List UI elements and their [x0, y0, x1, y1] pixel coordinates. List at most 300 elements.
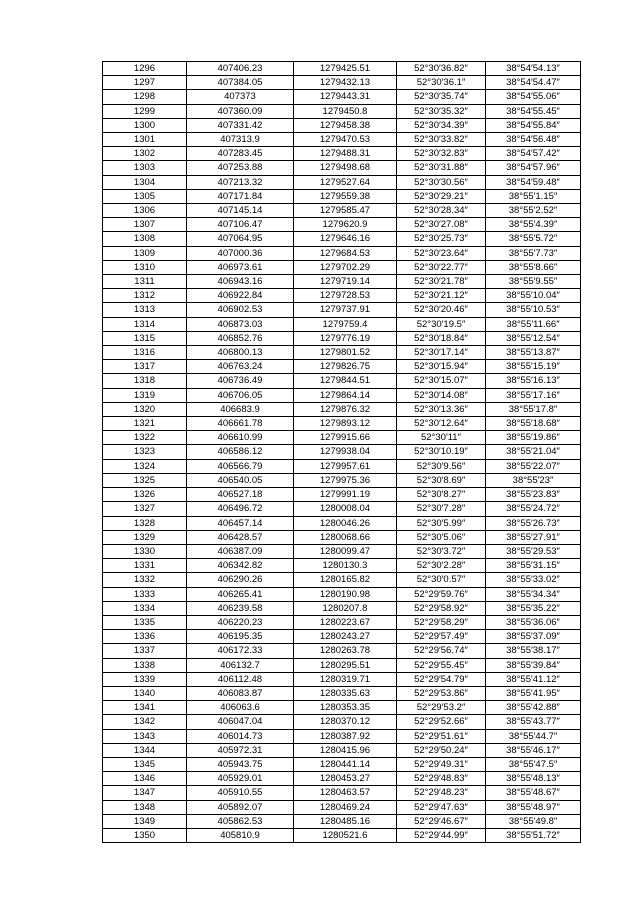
- table-row: [103, 76, 581, 90]
- y-coordinate-cell: 1279488.31: [294, 147, 397, 161]
- point-number-cell: 1310: [103, 260, 187, 274]
- x-coordinate-cell: 405892.07: [187, 800, 294, 814]
- point-number-cell: 1336: [103, 630, 187, 644]
- longitude-cell: 38°55′18.68″: [486, 417, 581, 431]
- longitude-cell: 38°55′49.8″: [486, 814, 581, 828]
- latitude-cell: 52°30′0.57″: [397, 573, 486, 587]
- x-coordinate-cell: 406902.53: [187, 303, 294, 317]
- table-row: [103, 118, 581, 132]
- longitude-cell: 38°54′57.96″: [486, 161, 581, 175]
- table-row: [103, 601, 581, 615]
- latitude-cell: 52°30′14.08″: [397, 388, 486, 402]
- x-coordinate-cell: 406661.78: [187, 417, 294, 431]
- latitude-cell: 52°29′48.83″: [397, 772, 486, 786]
- x-coordinate-cell: 406736.49: [187, 374, 294, 388]
- point-number-cell: 1346: [103, 772, 187, 786]
- latitude-cell: 52°30′10.19″: [397, 445, 486, 459]
- latitude-cell: 52°30′36.1″: [397, 76, 486, 90]
- latitude-cell: 52°29′56.74″: [397, 644, 486, 658]
- longitude-cell: 38°54′55.84″: [486, 118, 581, 132]
- point-number-cell: 1323: [103, 445, 187, 459]
- x-coordinate-cell: 406922.84: [187, 289, 294, 303]
- table-row: [103, 402, 581, 416]
- longitude-cell: 38°54′54.13″: [486, 62, 581, 76]
- latitude-cell: 52°30′17.14″: [397, 346, 486, 360]
- longitude-cell: 38°55′48.13″: [486, 772, 581, 786]
- table-row: [103, 260, 581, 274]
- y-coordinate-cell: 1280335.63: [294, 686, 397, 700]
- longitude-cell: 38°55′48.97″: [486, 800, 581, 814]
- table-row: [103, 90, 581, 104]
- latitude-cell: 52°29′53.86″: [397, 686, 486, 700]
- latitude-cell: 52°29′48.23″: [397, 786, 486, 800]
- longitude-cell: 38°55′47.5″: [486, 757, 581, 771]
- table-row: [103, 828, 581, 842]
- x-coordinate-cell: 406132.7: [187, 658, 294, 672]
- y-coordinate-cell: 1279759.4: [294, 317, 397, 331]
- latitude-cell: 52°30′22.77″: [397, 260, 486, 274]
- latitude-cell: 52°29′54.79″: [397, 672, 486, 686]
- point-number-cell: 1319: [103, 388, 187, 402]
- y-coordinate-cell: 1279938.04: [294, 445, 397, 459]
- longitude-cell: 38°55′29.53″: [486, 544, 581, 558]
- table-row: [103, 630, 581, 644]
- table-row: [103, 615, 581, 629]
- table-row: [103, 232, 581, 246]
- y-coordinate-cell: 1279432.13: [294, 76, 397, 90]
- latitude-cell: 52°29′47.63″: [397, 800, 486, 814]
- table-row: [103, 331, 581, 345]
- y-coordinate-cell: 1280165.82: [294, 573, 397, 587]
- y-coordinate-cell: 1280068.66: [294, 530, 397, 544]
- y-coordinate-cell: 1279684.53: [294, 246, 397, 260]
- latitude-cell: 52°30′34.39″: [397, 118, 486, 132]
- y-coordinate-cell: 1279702.29: [294, 260, 397, 274]
- table-row: [103, 147, 581, 161]
- y-coordinate-cell: 1279450.8: [294, 104, 397, 118]
- point-number-cell: 1344: [103, 743, 187, 757]
- table-row: [103, 133, 581, 147]
- y-coordinate-cell: 1279957.61: [294, 459, 397, 473]
- x-coordinate-cell: 406290.26: [187, 573, 294, 587]
- table-row: [103, 544, 581, 558]
- table-row: [103, 729, 581, 743]
- table-row: [103, 686, 581, 700]
- point-number-cell: 1333: [103, 587, 187, 601]
- y-coordinate-cell: 1279826.75: [294, 360, 397, 374]
- latitude-cell: 52°29′58.92″: [397, 601, 486, 615]
- y-coordinate-cell: 1280190.98: [294, 587, 397, 601]
- latitude-cell: 52°30′11″: [397, 431, 486, 445]
- point-number-cell: 1330: [103, 544, 187, 558]
- longitude-cell: 38°55′10.04″: [486, 289, 581, 303]
- point-number-cell: 1331: [103, 559, 187, 573]
- point-number-cell: 1296: [103, 62, 187, 76]
- y-coordinate-cell: 1279975.36: [294, 473, 397, 487]
- y-coordinate-cell: 1280469.24: [294, 800, 397, 814]
- table-row: [103, 743, 581, 757]
- y-coordinate-cell: 1279470.53: [294, 133, 397, 147]
- x-coordinate-cell: 406943.16: [187, 275, 294, 289]
- latitude-cell: 52°29′55.45″: [397, 658, 486, 672]
- y-coordinate-cell: 1280485.16: [294, 814, 397, 828]
- point-number-cell: 1315: [103, 331, 187, 345]
- x-coordinate-cell: 407171.84: [187, 189, 294, 203]
- latitude-cell: 52°29′53.2″: [397, 701, 486, 715]
- longitude-cell: 38°55′2.52″: [486, 204, 581, 218]
- point-number-cell: 1326: [103, 488, 187, 502]
- latitude-cell: 52°29′49.31″: [397, 757, 486, 771]
- y-coordinate-cell: 1279876.32: [294, 402, 397, 416]
- x-coordinate-cell: 407360.09: [187, 104, 294, 118]
- latitude-cell: 52°29′50.24″: [397, 743, 486, 757]
- y-coordinate-cell: 1279737.91: [294, 303, 397, 317]
- table-row: [103, 388, 581, 402]
- point-number-cell: 1337: [103, 644, 187, 658]
- y-coordinate-cell: 1280441.14: [294, 757, 397, 771]
- y-coordinate-cell: 1279498.68: [294, 161, 397, 175]
- x-coordinate-cell: 406047.04: [187, 715, 294, 729]
- table-row: [103, 488, 581, 502]
- latitude-cell: 52°29′44.99″: [397, 828, 486, 842]
- table-row: [103, 559, 581, 573]
- latitude-cell: 52°30′2.28″: [397, 559, 486, 573]
- y-coordinate-cell: 1280370.12: [294, 715, 397, 729]
- table-row: [103, 715, 581, 729]
- longitude-cell: 38°55′31.15″: [486, 559, 581, 573]
- longitude-cell: 38°55′43.77″: [486, 715, 581, 729]
- latitude-cell: 52°30′9.56″: [397, 459, 486, 473]
- point-number-cell: 1335: [103, 615, 187, 629]
- point-number-cell: 1342: [103, 715, 187, 729]
- longitude-cell: 38°55′41.12″: [486, 672, 581, 686]
- x-coordinate-cell: 405972.31: [187, 743, 294, 757]
- y-coordinate-cell: 1280223.67: [294, 615, 397, 629]
- y-coordinate-cell: 1279915.66: [294, 431, 397, 445]
- longitude-cell: 38°55′12.54″: [486, 331, 581, 345]
- table-row: [103, 672, 581, 686]
- latitude-cell: 52°30′31.88″: [397, 161, 486, 175]
- x-coordinate-cell: 406873.03: [187, 317, 294, 331]
- point-number-cell: 1300: [103, 118, 187, 132]
- x-coordinate-cell: 407213.32: [187, 175, 294, 189]
- longitude-cell: 38°55′9.55″: [486, 275, 581, 289]
- longitude-cell: 38°55′16.13″: [486, 374, 581, 388]
- table-row: [103, 516, 581, 530]
- y-coordinate-cell: 1279425.51: [294, 62, 397, 76]
- y-coordinate-cell: 1280353.35: [294, 701, 397, 715]
- point-number-cell: 1311: [103, 275, 187, 289]
- y-coordinate-cell: 1280295.51: [294, 658, 397, 672]
- table-row: [103, 786, 581, 800]
- point-number-cell: 1302: [103, 147, 187, 161]
- latitude-cell: 52°30′27.08″: [397, 218, 486, 232]
- point-number-cell: 1303: [103, 161, 187, 175]
- longitude-cell: 38°55′35.22″: [486, 601, 581, 615]
- longitude-cell: 38°55′38.17″: [486, 644, 581, 658]
- latitude-cell: 52°30′28.34″: [397, 204, 486, 218]
- longitude-cell: 38°55′4.39″: [486, 218, 581, 232]
- x-coordinate-cell: 405910.55: [187, 786, 294, 800]
- longitude-cell: 38°54′56.48″: [486, 133, 581, 147]
- longitude-cell: 38°55′37.09″: [486, 630, 581, 644]
- y-coordinate-cell: 1279991.19: [294, 488, 397, 502]
- table-row: [103, 189, 581, 203]
- latitude-cell: 52°30′21.78″: [397, 275, 486, 289]
- table-row: [103, 218, 581, 232]
- point-number-cell: 1345: [103, 757, 187, 771]
- x-coordinate-cell: 406683.9: [187, 402, 294, 416]
- latitude-cell: 52°29′57.49″: [397, 630, 486, 644]
- x-coordinate-cell: 407331.42: [187, 118, 294, 132]
- point-number-cell: 1327: [103, 502, 187, 516]
- longitude-cell: 38°55′23″: [486, 473, 581, 487]
- longitude-cell: 38°54′59.48″: [486, 175, 581, 189]
- longitude-cell: 38°55′15.19″: [486, 360, 581, 374]
- latitude-cell: 52°30′29.21″: [397, 189, 486, 203]
- table-row: [103, 175, 581, 189]
- latitude-cell: 52°30′12.64″: [397, 417, 486, 431]
- y-coordinate-cell: 1280521.6: [294, 828, 397, 842]
- point-number-cell: 1320: [103, 402, 187, 416]
- x-coordinate-cell: 406083.87: [187, 686, 294, 700]
- y-coordinate-cell: 1280387.92: [294, 729, 397, 743]
- y-coordinate-cell: 1280008.04: [294, 502, 397, 516]
- longitude-cell: 38°55′24.72″: [486, 502, 581, 516]
- latitude-cell: 52°30′5.06″: [397, 530, 486, 544]
- longitude-cell: 38°55′11.66″: [486, 317, 581, 331]
- longitude-cell: 38°54′55.45″: [486, 104, 581, 118]
- point-number-cell: 1297: [103, 76, 187, 90]
- longitude-cell: 38°55′42.88″: [486, 701, 581, 715]
- point-number-cell: 1322: [103, 431, 187, 445]
- longitude-cell: 38°54′55.06″: [486, 90, 581, 104]
- table-row: [103, 587, 581, 601]
- x-coordinate-cell: 406763.24: [187, 360, 294, 374]
- point-number-cell: 1339: [103, 672, 187, 686]
- latitude-cell: 52°30′36.82″: [397, 62, 486, 76]
- longitude-cell: 38°55′19.86″: [486, 431, 581, 445]
- point-number-cell: 1307: [103, 218, 187, 232]
- x-coordinate-cell: 406172.33: [187, 644, 294, 658]
- point-number-cell: 1317: [103, 360, 187, 374]
- longitude-cell: 38°55′10.53″: [486, 303, 581, 317]
- longitude-cell: 38°55′23.83″: [486, 488, 581, 502]
- point-number-cell: 1308: [103, 232, 187, 246]
- x-coordinate-cell: 406973.61: [187, 260, 294, 274]
- x-coordinate-cell: 407313.9: [187, 133, 294, 147]
- x-coordinate-cell: 406457.14: [187, 516, 294, 530]
- x-coordinate-cell: 406852.76: [187, 331, 294, 345]
- latitude-cell: 52°29′46.67″: [397, 814, 486, 828]
- point-number-cell: 1347: [103, 786, 187, 800]
- longitude-cell: 38°55′48.67″: [486, 786, 581, 800]
- point-number-cell: 1306: [103, 204, 187, 218]
- table-row: [103, 303, 581, 317]
- y-coordinate-cell: 1279527.64: [294, 175, 397, 189]
- point-number-cell: 1309: [103, 246, 187, 260]
- coordinate-table-body: [103, 62, 581, 843]
- point-number-cell: 1304: [103, 175, 187, 189]
- point-number-cell: 1321: [103, 417, 187, 431]
- x-coordinate-cell: 406566.79: [187, 459, 294, 473]
- y-coordinate-cell: 1280453.27: [294, 772, 397, 786]
- y-coordinate-cell: 1279458.38: [294, 118, 397, 132]
- y-coordinate-cell: 1279719.14: [294, 275, 397, 289]
- x-coordinate-cell: 407000.36: [187, 246, 294, 260]
- x-coordinate-cell: 406706.05: [187, 388, 294, 402]
- x-coordinate-cell: 407106.47: [187, 218, 294, 232]
- y-coordinate-cell: 1280415.96: [294, 743, 397, 757]
- point-number-cell: 1305: [103, 189, 187, 203]
- x-coordinate-cell: 406496.72: [187, 502, 294, 516]
- latitude-cell: 52°30′15.94″: [397, 360, 486, 374]
- longitude-cell: 38°55′8.66″: [486, 260, 581, 274]
- table-row: [103, 204, 581, 218]
- y-coordinate-cell: 1280243.27: [294, 630, 397, 644]
- point-number-cell: 1328: [103, 516, 187, 530]
- longitude-cell: 38°55′7.73″: [486, 246, 581, 260]
- longitude-cell: 38°55′33.02″: [486, 573, 581, 587]
- longitude-cell: 38°55′21.04″: [486, 445, 581, 459]
- table-row: [103, 772, 581, 786]
- x-coordinate-cell: 406586.12: [187, 445, 294, 459]
- y-coordinate-cell: 1280130.3: [294, 559, 397, 573]
- x-coordinate-cell: 407145.14: [187, 204, 294, 218]
- latitude-cell: 52°29′59.76″: [397, 587, 486, 601]
- x-coordinate-cell: 406428.57: [187, 530, 294, 544]
- point-number-cell: 1341: [103, 701, 187, 715]
- point-number-cell: 1325: [103, 473, 187, 487]
- x-coordinate-cell: 406063.6: [187, 701, 294, 715]
- point-number-cell: 1340: [103, 686, 187, 700]
- longitude-cell: 38°55′34.34″: [486, 587, 581, 601]
- latitude-cell: 52°30′19.5″: [397, 317, 486, 331]
- point-number-cell: 1343: [103, 729, 187, 743]
- point-number-cell: 1332: [103, 573, 187, 587]
- y-coordinate-cell: 1279776.19: [294, 331, 397, 345]
- latitude-cell: 52°30′15.07″: [397, 374, 486, 388]
- point-number-cell: 1349: [103, 814, 187, 828]
- latitude-cell: 52°30′23.64″: [397, 246, 486, 260]
- latitude-cell: 52°30′7.28″: [397, 502, 486, 516]
- y-coordinate-cell: 1279443.31: [294, 90, 397, 104]
- latitude-cell: 52°30′33.82″: [397, 133, 486, 147]
- x-coordinate-cell: 407283.45: [187, 147, 294, 161]
- point-number-cell: 1334: [103, 601, 187, 615]
- longitude-cell: 38°55′1.15″: [486, 189, 581, 203]
- table-row: [103, 644, 581, 658]
- latitude-cell: 52°30′35.32″: [397, 104, 486, 118]
- longitude-cell: 38°55′26.73″: [486, 516, 581, 530]
- y-coordinate-cell: 1280463.57: [294, 786, 397, 800]
- latitude-cell: 52°30′18.84″: [397, 331, 486, 345]
- table-row: [103, 814, 581, 828]
- longitude-cell: 38°55′17.16″: [486, 388, 581, 402]
- longitude-cell: 38°55′39.84″: [486, 658, 581, 672]
- x-coordinate-cell: 405810.9: [187, 828, 294, 842]
- point-number-cell: 1314: [103, 317, 187, 331]
- x-coordinate-cell: 406239.58: [187, 601, 294, 615]
- y-coordinate-cell: 1279559.38: [294, 189, 397, 203]
- longitude-cell: 38°55′13.87″: [486, 346, 581, 360]
- latitude-cell: 52°30′8.69″: [397, 473, 486, 487]
- longitude-cell: 38°54′54.47″: [486, 76, 581, 90]
- table-row: [103, 431, 581, 445]
- latitude-cell: 52°30′32.83″: [397, 147, 486, 161]
- coordinate-table: [102, 61, 581, 843]
- point-number-cell: 1316: [103, 346, 187, 360]
- x-coordinate-cell: 405929.01: [187, 772, 294, 786]
- y-coordinate-cell: 1280046.26: [294, 516, 397, 530]
- latitude-cell: 52°30′35.74″: [397, 90, 486, 104]
- table-row: [103, 346, 581, 360]
- latitude-cell: 52°30′3.72″: [397, 544, 486, 558]
- point-number-cell: 1301: [103, 133, 187, 147]
- x-coordinate-cell: 407406.23: [187, 62, 294, 76]
- longitude-cell: 38°55′5.72″: [486, 232, 581, 246]
- latitude-cell: 52°30′21.12″: [397, 289, 486, 303]
- x-coordinate-cell: 406540.05: [187, 473, 294, 487]
- table-row: [103, 473, 581, 487]
- y-coordinate-cell: 1280319.71: [294, 672, 397, 686]
- y-coordinate-cell: 1279728.53: [294, 289, 397, 303]
- x-coordinate-cell: 406387.09: [187, 544, 294, 558]
- table-row: [103, 459, 581, 473]
- point-number-cell: 1324: [103, 459, 187, 473]
- table-row: [103, 161, 581, 175]
- table-row: [103, 530, 581, 544]
- y-coordinate-cell: 1279801.52: [294, 346, 397, 360]
- x-coordinate-cell: 406800.13: [187, 346, 294, 360]
- x-coordinate-cell: 406112.48: [187, 672, 294, 686]
- latitude-cell: 52°29′51.61″: [397, 729, 486, 743]
- latitude-cell: 52°30′8.27″: [397, 488, 486, 502]
- latitude-cell: 52°30′13.36″: [397, 402, 486, 416]
- y-coordinate-cell: 1279620.9: [294, 218, 397, 232]
- longitude-cell: 38°55′17.8″: [486, 402, 581, 416]
- latitude-cell: 52°30′5.99″: [397, 516, 486, 530]
- x-coordinate-cell: 407253.88: [187, 161, 294, 175]
- longitude-cell: 38°55′51.72″: [486, 828, 581, 842]
- y-coordinate-cell: 1279864.14: [294, 388, 397, 402]
- y-coordinate-cell: 1279646.16: [294, 232, 397, 246]
- table-row: [103, 62, 581, 76]
- x-coordinate-cell: 406342.82: [187, 559, 294, 573]
- longitude-cell: 38°54′57.42″: [486, 147, 581, 161]
- table-row: [103, 317, 581, 331]
- y-coordinate-cell: 1280263.78: [294, 644, 397, 658]
- latitude-cell: 52°30′20.46″: [397, 303, 486, 317]
- x-coordinate-cell: 405943.75: [187, 757, 294, 771]
- latitude-cell: 52°29′58.29″: [397, 615, 486, 629]
- x-coordinate-cell: 406220.23: [187, 615, 294, 629]
- x-coordinate-cell: 406014.73: [187, 729, 294, 743]
- latitude-cell: 52°30′25.73″: [397, 232, 486, 246]
- y-coordinate-cell: 1279585.47: [294, 204, 397, 218]
- x-coordinate-cell: 406527.18: [187, 488, 294, 502]
- x-coordinate-cell: 405862.53: [187, 814, 294, 828]
- longitude-cell: 38°55′41.95″: [486, 686, 581, 700]
- point-number-cell: 1318: [103, 374, 187, 388]
- longitude-cell: 38°55′46.17″: [486, 743, 581, 757]
- point-number-cell: 1348: [103, 800, 187, 814]
- point-number-cell: 1338: [103, 658, 187, 672]
- point-number-cell: 1298: [103, 90, 187, 104]
- table-row: [103, 658, 581, 672]
- table-row: [103, 246, 581, 260]
- y-coordinate-cell: 1279893.12: [294, 417, 397, 431]
